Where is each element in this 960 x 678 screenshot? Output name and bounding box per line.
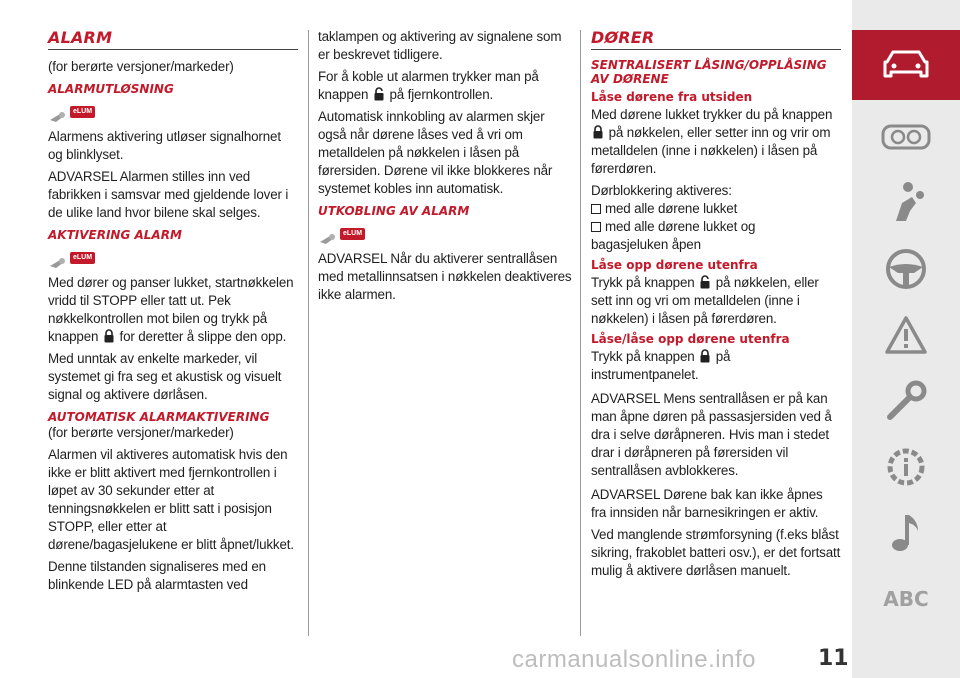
auto-activation-led-text: Denne tilstanden signaliseres med en blinkende LED på alarmtasten ved	[48, 559, 266, 592]
icon-row-3	[318, 222, 574, 246]
lock-unlock-text	[591, 348, 841, 384]
icon-row-2	[48, 246, 298, 270]
car-icon	[881, 48, 931, 82]
checkbox-bullet-icon	[591, 222, 601, 232]
sidebar-item-maintenance[interactable]	[852, 432, 960, 502]
watermark: carmanualsonline.info	[512, 646, 756, 673]
sidebar-item-safety[interactable]	[852, 168, 960, 238]
sidebar-item-dashboard[interactable]	[852, 102, 960, 172]
sidebar-item-multimedia[interactable]	[852, 498, 960, 568]
sidebar-item-warnings[interactable]	[852, 300, 960, 370]
disarm-text-b: på fjernkontrollen.	[389, 87, 494, 102]
warning-icon	[884, 315, 928, 355]
dashboard-icon	[881, 124, 931, 150]
disarm-text	[318, 68, 574, 104]
page-number: 11	[818, 646, 849, 671]
subheading-unlock-outside: Låse opp dørene utenfra	[591, 258, 758, 272]
heading-alarm-trigger: ALARMUTLØSNING	[48, 82, 174, 96]
activation-signal-text: Med unntak av enkelte markeder, vil systemet gi fra seg et akustisk og visuelt signal og aktivere dørlåsen.	[48, 351, 282, 402]
sidebar-item-car[interactable]	[852, 30, 960, 100]
lock-outside-text	[591, 106, 841, 178]
elum-badge: eLUM	[70, 252, 95, 264]
subheading-lock-outside: Låse dørene fra utsiden	[591, 90, 753, 104]
column-3	[591, 28, 841, 584]
airbag-icon	[886, 181, 926, 225]
column-1	[48, 28, 298, 598]
roof-lamp-text: taklampen og aktivering av signalene som er beskrevet tidligere.	[318, 29, 562, 62]
key-fob-icon	[318, 232, 338, 246]
activation-text-a: Med dører og panser lukket, startnøkkelen vridd til STOPP eller tatt ut. Pek nøkkelkontrollen mot bilen og trykk på knappen	[48, 275, 294, 344]
index-abc-label: ABC	[883, 587, 929, 611]
info-gear-icon	[884, 445, 928, 489]
bullet-text: med alle dørene lukket	[605, 201, 738, 216]
heading-alarm-activation: AKTIVERING ALARM	[48, 228, 182, 242]
checkbox-bullet-icon	[591, 204, 601, 214]
disable-warning-text: ADVARSEL Når du aktiverer sentrallåsen med metallinnsatsen i nøkkelen deaktiveres ikke alarmen.	[318, 251, 572, 302]
key-fob-icon	[48, 256, 68, 270]
bullet-continuation: bagasjeluken åpen	[591, 237, 701, 252]
bullet-item	[591, 218, 841, 236]
bullet-item	[591, 200, 841, 218]
auto-engage-text: Automatisk innkobling av alarmen skjer også når dørene låses ved å vri om metalldelen på nøkkelen i låsen på førersiden. Dørene vil ikke blokkeres når systemet kobles inn automatisk.	[318, 109, 553, 196]
alarm-intro: (for berørte versjoner/markeder)	[48, 59, 234, 74]
disarm-text-a: For å koble ut alarmen trykker man på knappen	[318, 69, 539, 102]
column-2	[318, 28, 574, 308]
door-block-intro: Dørblokkering aktiveres:	[591, 183, 732, 198]
unlock-outside-text-b: på nøkkelen, eller sett inn og vri om metalldelen (inne i nøkkelen) i låsen på førerdøren.	[591, 275, 819, 326]
sidebar-item-index[interactable]	[852, 564, 960, 634]
heading-central-locking: SENTRALISERT LÅSING/OPPLÅSING AV DØRENE	[591, 58, 827, 86]
lock-icon	[700, 349, 710, 363]
activation-text-b: for deretter å slippe den opp.	[119, 329, 287, 344]
subheading-lock-unlock: Låse/låse opp dørene utenfra	[591, 332, 790, 346]
activation-text	[48, 274, 298, 346]
unlock-outside-text	[591, 274, 841, 328]
lock-icon	[593, 125, 603, 139]
heading-alarm-disable: UTKOBLING AV ALARM	[318, 204, 470, 218]
column-divider-2	[580, 30, 581, 636]
music-note-icon	[888, 511, 924, 555]
section-title-alarm: ALARM	[48, 28, 298, 50]
lock-icon	[104, 329, 114, 343]
alarm-warning-text: ADVARSEL Alarmen stilles inn ved fabrikken i samsvar med gjeldende lover i de ulike land hvor bilene skal selges.	[48, 169, 289, 220]
sidebar-item-driving[interactable]	[852, 234, 960, 304]
alarm-trigger-text: Alarmens aktivering utløser signalhornet og blinklyset.	[48, 129, 281, 162]
chapter-sidebar	[852, 0, 960, 678]
child-lock-warning: ADVARSEL Dørene bak kan ikke åpnes fra innsiden når barnesikringen er aktiv.	[591, 487, 823, 520]
auto-activation-intro: (for berørte versjoner/markeder)	[48, 425, 234, 440]
icon-row-1	[48, 100, 298, 124]
auto-activation-text: Alarmen vil aktiveres automatisk hvis den ikke er blitt aktivert med fjernkontrollen i løpet av 30 sekunder etter at tenningsnøkkelen er blitt satt i posisjon STOPP, eller etter at dørene/bagasjelukene er blitt åpnet/lukket.	[48, 447, 294, 552]
sidebar-item-emergency[interactable]	[852, 366, 960, 436]
unlock-icon	[700, 275, 710, 289]
lock-outside-text-a: Med dørene lukket trykker du på knappen	[591, 107, 833, 122]
wrench-icon	[884, 379, 928, 423]
key-fob-icon	[48, 110, 68, 124]
lock-unlock-text-a: Trykk på knappen	[591, 349, 695, 364]
lock-unlock-text-b: på instrumentpanelet.	[591, 349, 731, 382]
unlock-outside-text-a: Trykk på knappen	[591, 275, 695, 290]
elum-badge: eLUM	[70, 106, 95, 118]
column-divider-1	[308, 30, 309, 636]
unlock-icon	[374, 87, 384, 101]
manual-lock-text: Ved manglende strømforsyning (f.eks blåst sikring, frakoblet batteri osv.), er det fortsatt mulig å aktivere dørlåsen manuelt.	[591, 527, 841, 578]
lock-outside-text-b: på nøkkelen, eller setter inn og vrir om metalldelen (inne i nøkkelen) i låsen på førerdøren.	[591, 125, 831, 176]
passenger-door-warning: ADVARSEL Mens sentrallåsen er på kan man åpne døren på passasjersiden ved å dra i selve døråpneren. Hvis man i stedet drar i døråpneren på førersiden vil sentrallåsen avblokkeres.	[591, 391, 832, 478]
heading-auto-activation: AUTOMATISK ALARMAKTIVERING	[48, 410, 270, 424]
bullet-text: med alle dørene lukket og	[605, 219, 756, 234]
steering-wheel-icon	[884, 247, 928, 291]
section-title-doors: DØRER	[591, 28, 841, 50]
elum-badge: eLUM	[340, 228, 365, 240]
